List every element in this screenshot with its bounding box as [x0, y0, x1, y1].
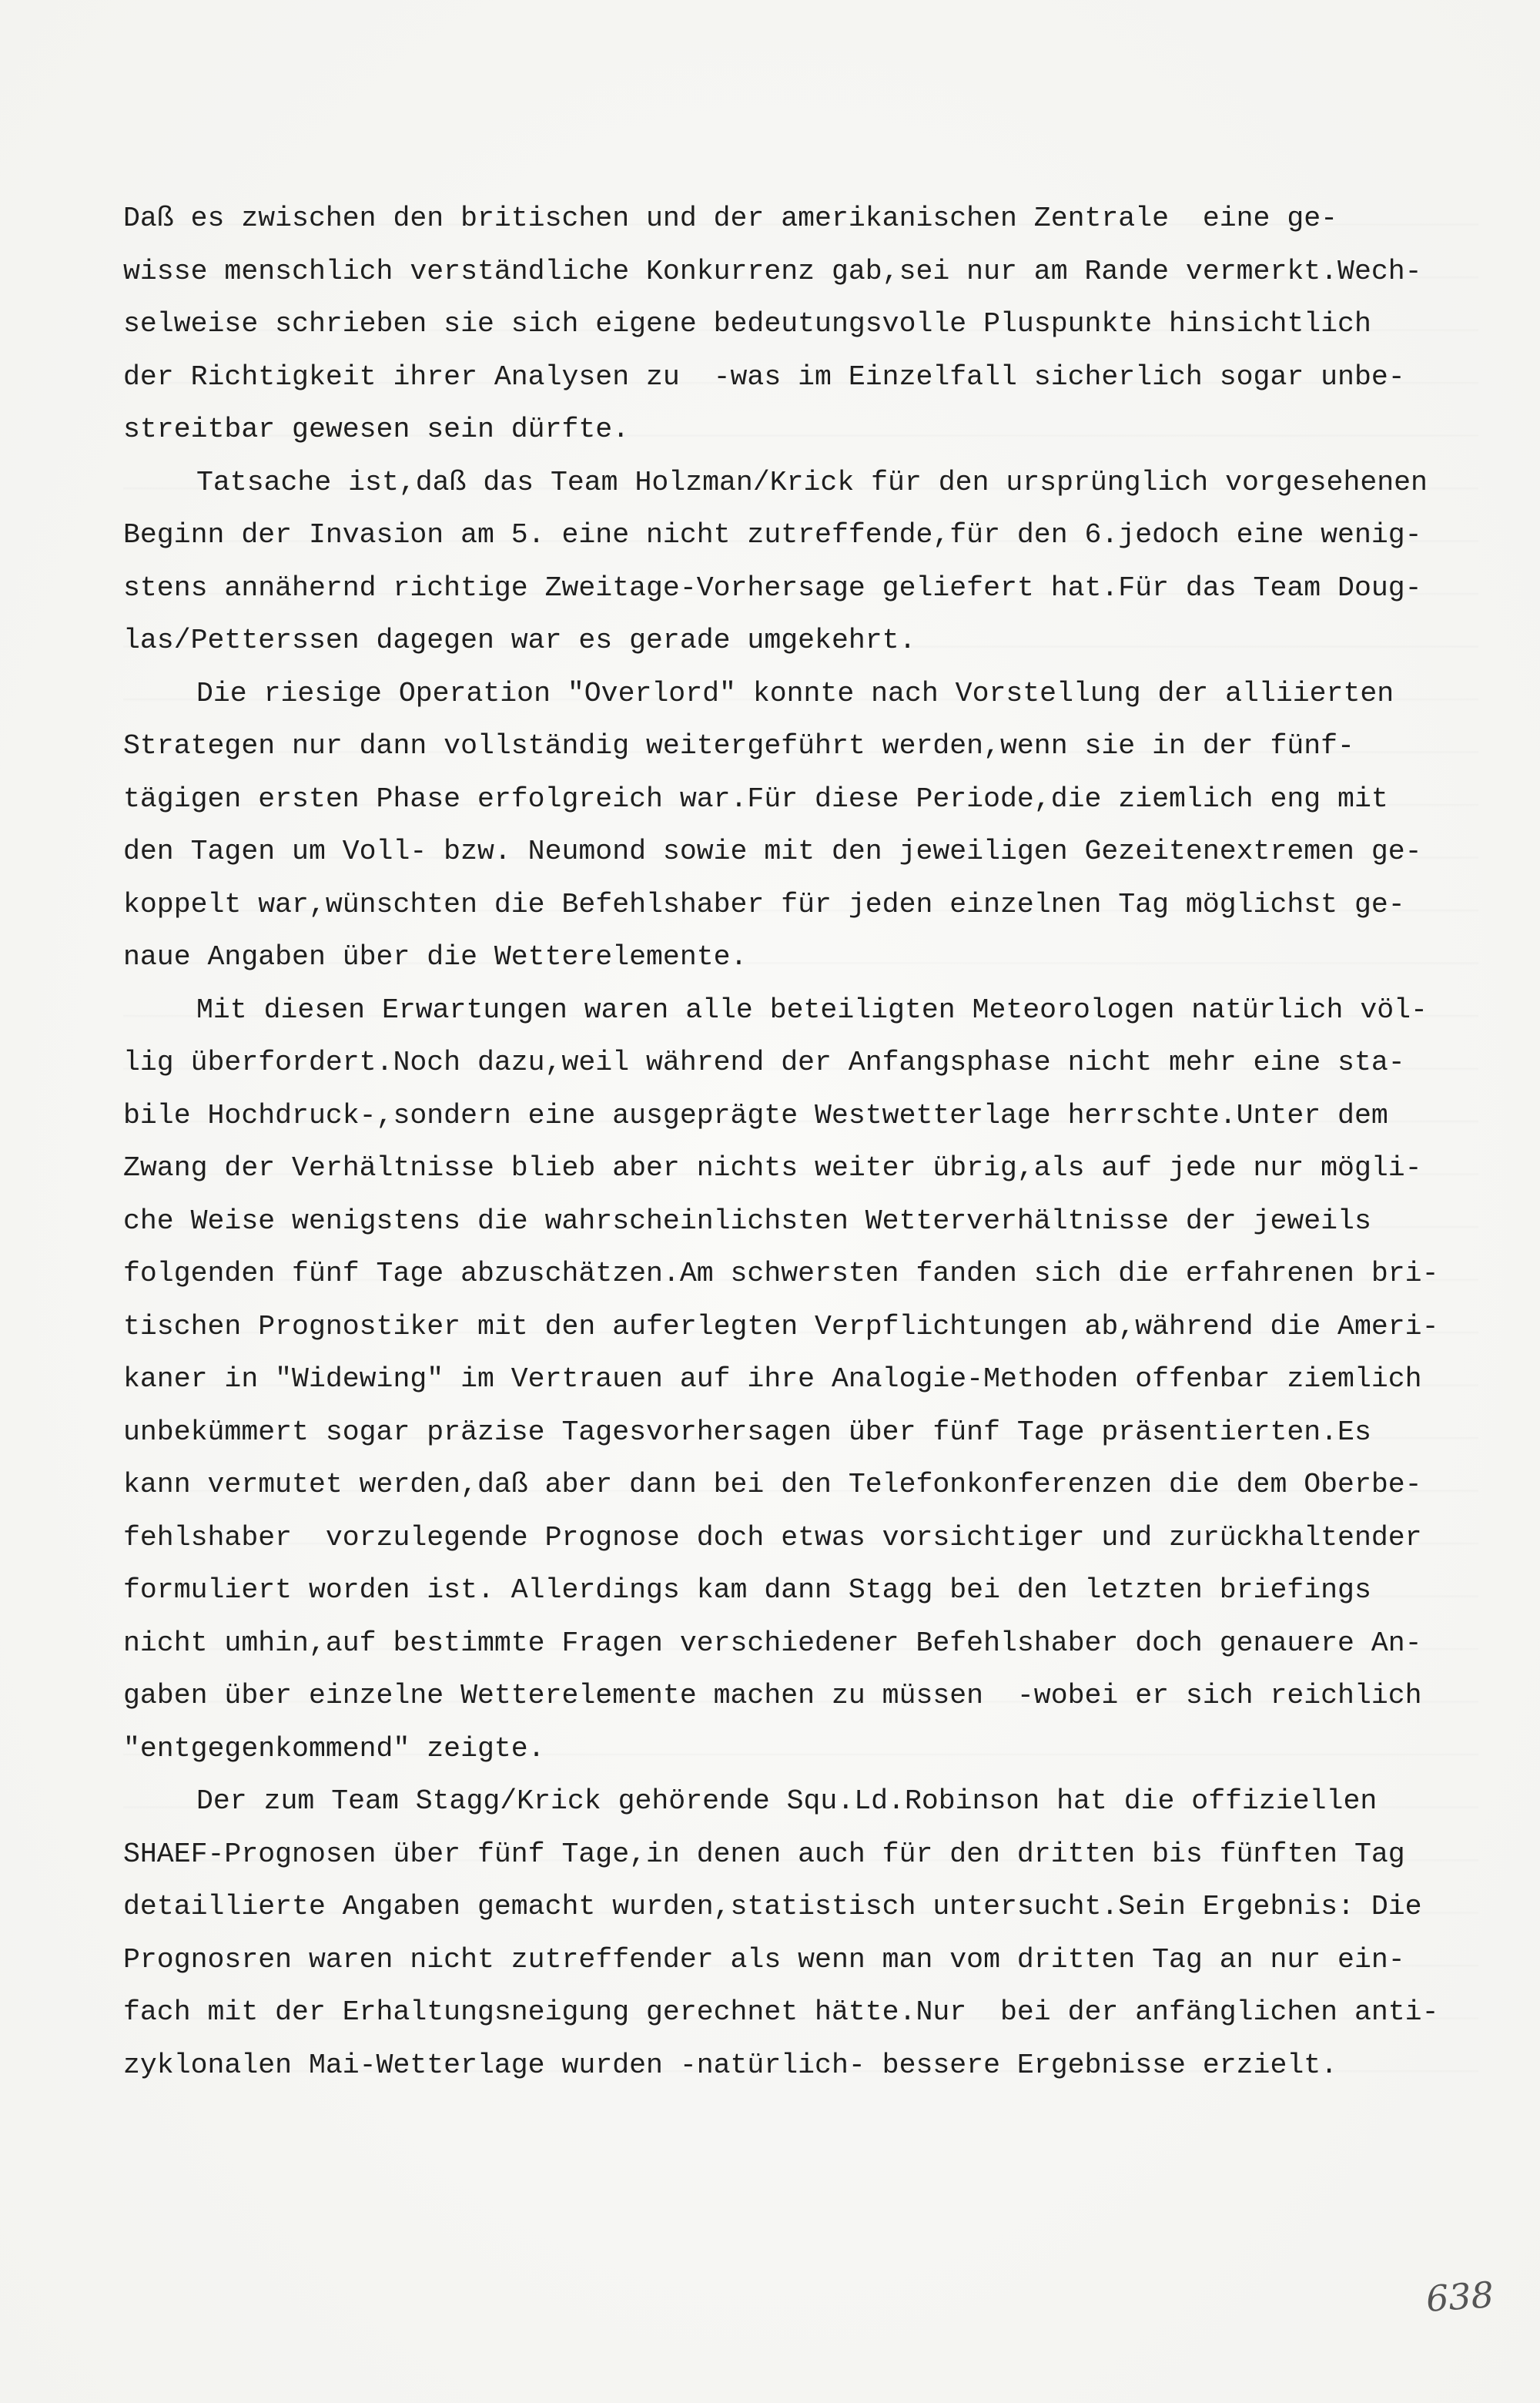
text-line: las/Petterssen dagegen war es gerade umgekehrt.: [123, 625, 916, 656]
text-line: che Weise wenigstens die wahrscheinlichsten Wetterverhältnisse der jeweils: [123, 1205, 1371, 1237]
text-line: kaner in "Widewing" im Vertrauen auf ihre Analogie-Methoden offenbar ziemlich: [123, 1363, 1422, 1395]
text-line: "entgegenkommend" zeigte.: [123, 1732, 545, 1765]
text-line: folgenden fünf Tage abzuschätzen.Am schwersten fanden sich die erfahrenen bri-: [123, 1258, 1439, 1289]
text-line: detaillierte Angaben gemacht wurden,statistisch untersucht.Sein Ergebnis: Die: [123, 1891, 1422, 1922]
text-line: der Richtigkeit ihrer Analysen zu -was im Einzelfall sicherlich sogar unbe-: [123, 360, 1405, 393]
paragraph-start-line: Der zum Team Stagg/Krick gehörende Squ.Ld.Robinson hat die offiziellen: [196, 1785, 1378, 1817]
text-line: formuliert worden ist. Allerdings kam dann Stagg bei den letzten briefings: [123, 1574, 1371, 1606]
text-line: naue Angaben über die Wetterelemente.: [123, 941, 748, 973]
text-line: Zwang der Verhältnisse blieb aber nichts weiter übrig,als auf jede nur mögli-: [123, 1152, 1422, 1184]
text-line: kann vermutet werden,daß aber dann bei den Telefonkonferenzen die dem Oberbe-: [123, 1469, 1422, 1500]
text-line: nicht umhin,auf bestimmte Fragen verschiedener Befehlshaber doch genauere An-: [123, 1627, 1422, 1659]
text-line: koppelt war,wünschten die Befehlshaber für jeden einzelnen Tag möglichst ge-: [123, 888, 1405, 920]
paragraph-start-line: Mit diesen Erwartungen waren alle beteiligten Meteorologen natürlich völ-: [196, 994, 1428, 1026]
text-line: stens annähernd richtige Zweitage-Vorhersage geliefert hat.Für das Team Doug-: [123, 571, 1422, 604]
text-line: Beginn der Invasion am 5. eine nicht zutreffende,für den 6.jedoch eine wenig-: [123, 519, 1422, 551]
body-text: [123, 193, 1478, 2092]
text-line: tischen Prognostiker mit den auferlegten Verpflichtungen ab,während die Ameri-: [123, 1310, 1439, 1342]
text-line: den Tagen um Voll- bzw. Neumond sowie mit den jeweiligen Gezeitenextremen ge-: [123, 836, 1422, 867]
text-line: Prognosren waren nicht zutreffender als wenn man vom dritten Tag an nur ein-: [123, 1943, 1405, 1976]
text-line: Daß es zwischen den britischen und der amerikanischen Zentrale eine ge-: [123, 203, 1338, 234]
text-line: lig überfordert.Noch dazu,weil während der Anfangsphase nicht mehr eine sta-: [123, 1047, 1405, 1078]
text-line: gaben über einzelne Wetterelemente machen zu müssen -wobei er sich reichlich: [123, 1680, 1422, 1711]
text-line: zyklonalen Mai-Wetterlage wurden -natürlich- bessere Ergebnisse erzielt.: [123, 2049, 1338, 2081]
text-line: tägigen ersten Phase erfolgreich war.Für diese Periode,die ziemlich eng mit: [123, 783, 1388, 815]
text-line: SHAEF-Prognosen über fünf Tage,in denen auch für den dritten bis fünften Tag: [123, 1838, 1405, 1870]
paragraph-start-line: Tatsache ist,daß das Team Holzman/Krick für den ursprünglich vorgesehenen: [196, 466, 1428, 498]
text-line: fach mit der Erhaltungsneigung gerechnet hätte.Nur bei der anfänglichen anti-: [123, 1996, 1439, 2028]
handwritten-page-number: 638: [1424, 2274, 1495, 2320]
text-line: Strategen nur dann vollständig weitergeführt werden,wenn sie in der fünf-: [123, 730, 1354, 762]
text-line: streitbar gewesen sein dürfte.: [123, 414, 630, 445]
text-line: bile Hochdruck-,sondern eine ausgeprägte Westwetterlage herrschte.Unter dem: [123, 1099, 1388, 1131]
text-line: fehlshaber vorzulegende Prognose doch etwas vorsichtiger und zurückhaltender: [123, 1521, 1422, 1553]
text-line: wisse menschlich verständliche Konkurrenz gab,sei nur am Rande vermerkt.Wech-: [123, 255, 1422, 287]
paragraph-start-line: Die riesige Operation "Overlord" konnte nach Vorstellung der alliierten: [196, 677, 1394, 709]
text-line: selweise schrieben sie sich eigene bedeutungsvolle Pluspunkte hinsichtlich: [123, 308, 1371, 340]
text-line: unbekümmert sogar präzise Tagesvorhersagen über fünf Tage präsentierten.Es: [123, 1416, 1371, 1448]
